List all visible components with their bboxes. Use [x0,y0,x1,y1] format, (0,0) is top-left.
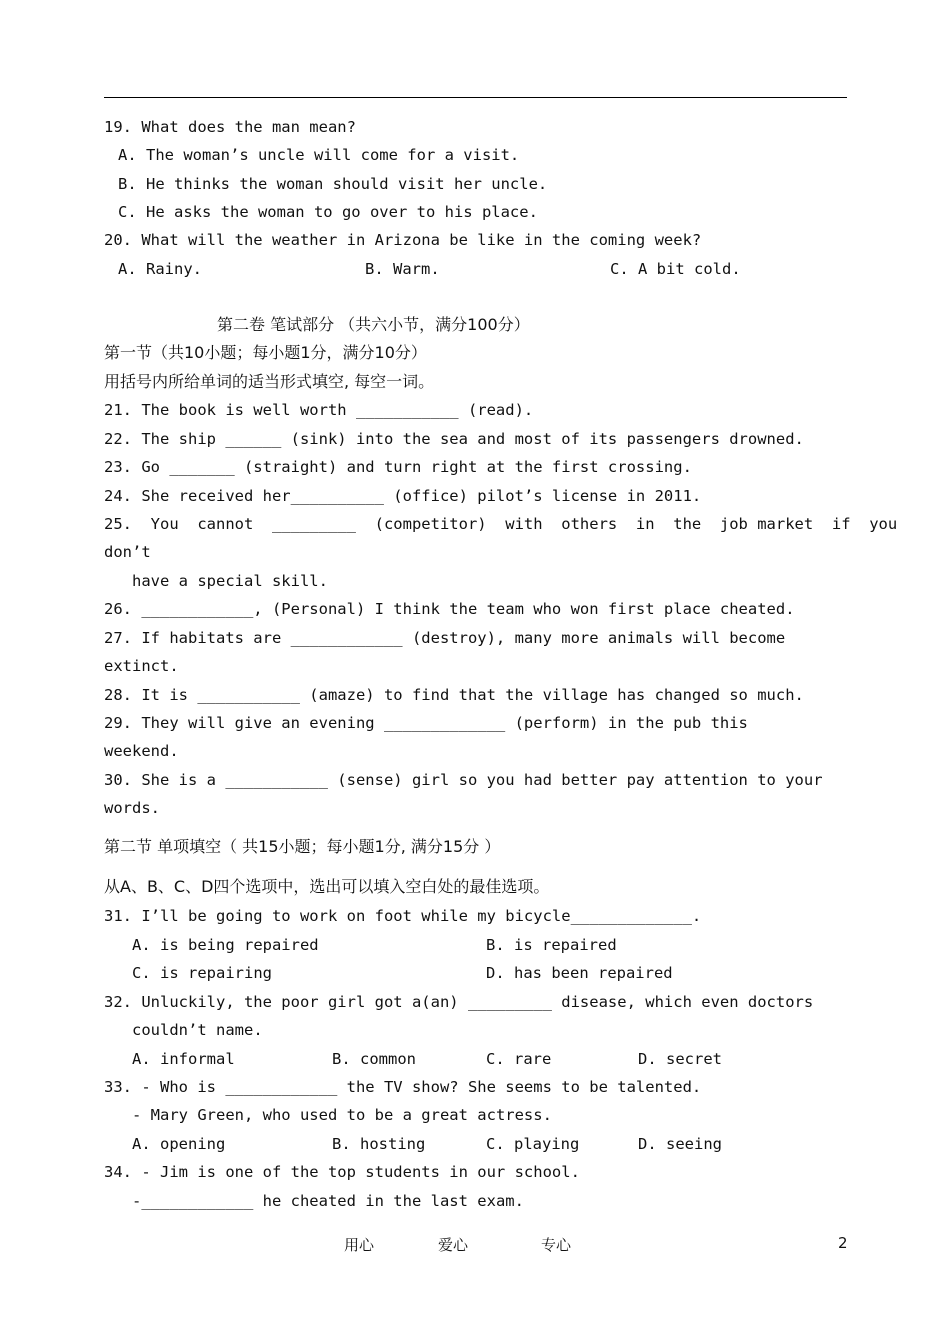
text-line: 第一节（共10小题；每小题1分，满分10分） [104,343,427,362]
text-line: 22. The ship ______ (sink) into the sea and most of its passengers drowned. [104,430,804,448]
text-line: B. Warm. [365,260,440,278]
text-line: C. A bit cold. [610,260,741,278]
text-line: B. common [332,1050,416,1068]
text-line: 21. The book is well worth ___________ (read). [104,401,534,419]
text-line: C. playing [486,1135,580,1153]
text-line: 24. She received her__________ (office) pilot’s license in 2011. [104,487,702,505]
text-line: A. informal [132,1050,235,1068]
text-line: 19. What does the man mean? [104,118,356,136]
text-line: - Mary Green, who used to be a great actress. [132,1106,552,1124]
text-line: have a special skill. [132,572,328,590]
text-line: 25. You cannot _________ (competitor) with others in the job market if you [104,515,898,533]
text-line: D. seeing [638,1135,722,1153]
text-line: C. is repairing [132,964,272,982]
text-line: D. has been repaired [486,964,673,982]
text-line: 20. What will the weather in Arizona be like in the coming week? [104,231,702,249]
text-line: 31. I’ll be going to work on foot while my bicycle_____________. [104,907,702,925]
footer-slogan-3: 专心 [541,1236,572,1254]
text-line: B. hosting [332,1135,426,1153]
text-line: A. opening [132,1135,226,1153]
text-line: 23. Go _______ (straight) and turn right at the first crossing. [104,458,692,476]
text-line: C. He asks the woman to go over to his place. [118,203,538,221]
text-line: 26. ____________, (Personal) I think the team who won first place cheated. [104,600,795,618]
text-line: 从A、B、C、D四个选项中，选出可以填入空白处的最佳选项。 [104,877,550,896]
text-line: 34. - Jim is one of the top students in our school. [104,1163,580,1181]
text-line: C. rare [486,1050,552,1068]
text-line: words. [104,799,160,817]
text-line: A. is being repaired [132,936,319,954]
page-number: 2 [838,1234,848,1252]
text-line: weekend. [104,742,179,760]
footer-slogan-2: 爱心 [438,1236,469,1254]
text-line: 30. She is a ___________ (sense) girl so you had better pay attention to your [104,771,823,789]
text-line: D. secret [638,1050,722,1068]
text-line: 第二节 单项填空（ 共15小题；每小题1分, 满分15分 ） [104,837,501,856]
text-line: don’t [104,543,151,561]
text-line: 29. They will give an evening _____________ (perform) in the pub this [104,714,748,732]
text-line: 用括号内所给单词的适当形式填空, 每空一词。 [104,372,435,391]
text-line: 第二卷 笔试部分 （共六小节，满分100分） [217,315,530,334]
text-line: B. is repaired [486,936,617,954]
header-rule [104,97,847,98]
text-line: couldn’t name. [132,1021,263,1039]
text-line: 28. It is ___________ (amaze) to find that the village has changed so much. [104,686,804,704]
text-line: extinct. [104,657,179,675]
text-line: 32. Unluckily, the poor girl got a(an) _________ disease, which even doctors [104,993,814,1011]
footer-slogan-1: 用心 [344,1236,375,1254]
text-line: 27. If habitats are ____________ (destroy), many more animals will become [104,629,786,647]
text-line: B. He thinks the woman should visit her uncle. [118,175,548,193]
text-line: 33. - Who is ____________ the TV show? She seems to be talented. [104,1078,702,1096]
text-line: -____________ he cheated in the last exam. [132,1192,524,1210]
text-line: A. The woman’s uncle will come for a visit. [118,146,520,164]
text-line: A. Rainy. [118,260,202,278]
